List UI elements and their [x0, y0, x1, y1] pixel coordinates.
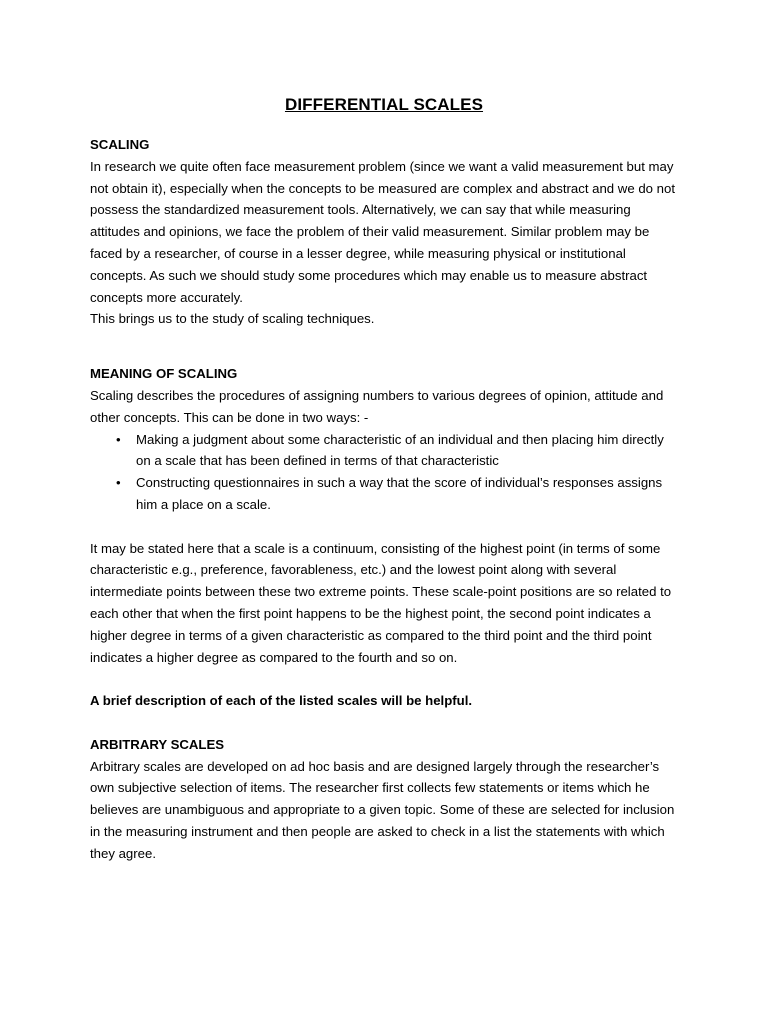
spacer — [90, 330, 680, 363]
brief-description-line: A brief description of each of the listed scales will be helpful. — [90, 693, 473, 709]
spacer — [90, 712, 680, 734]
document-title: DIFFERENTIAL SCALES — [284, 95, 484, 114]
list-item — [90, 472, 680, 516]
continuum-paragraph: It may be stated here that a scale is a continuum, consisting of the highest point (in terms of some characteristic e.g., preference, favorableness, etc.) and the lowest point along with several intermediate points between these two extreme points. These scale-point positions are so related to each other that when the first point happens to be the highest point, the second point indicates a higher degree in terms of a given characteristic as compared to the third point and the third point indicates a higher degree as compared to the fourth and so on. — [90, 540, 672, 665]
spacer — [90, 516, 680, 538]
spacer — [90, 668, 680, 690]
bullet-list — [90, 429, 680, 516]
scaling-paragraph: In research we quite often face measurement problem (since we want a valid measurement but may not obtain it), especially when the concepts to be measured are complex and abstract and we do not possess the standardized measurement tools. Alternatively, we can say that while measuring attitudes and opinions, we face the problem of their valid measurement. Similar problem may be faced by a researcher, of course in a lesser degree, while measuring physical or institutional concepts. As such we should study some procedures which may enable us to measure abstract concepts more accurately. — [90, 158, 675, 305]
arbitrary-paragraph: Arbitrary scales are developed on ad hoc basis and are designed largely through the researcher’s own subjective selection of items. The researcher first collects few statements or items which he believes are unambiguous and appropriate to a given topic. Some of these are selected for inclusion in the measuring instrument and then people are asked to check in a list the statements with which they agree. — [90, 758, 675, 861]
bullet-text: Making a judgment about some characteristic of an individual and then placing him directly on a scale that has been defined in terms of that characteristic — [136, 431, 664, 469]
section-heading-scaling: SCALING — [90, 137, 150, 152]
list-item — [90, 429, 680, 473]
scaling-conclusion: This brings us to the study of scaling techniques. — [90, 311, 375, 327]
section-heading-meaning: MEANING OF SCALING — [90, 366, 238, 382]
bullet-icon: • — [116, 431, 121, 447]
bullet-icon: • — [116, 475, 121, 491]
document-body — [90, 134, 680, 865]
section-heading-arbitrary: ARBITRARY SCALES — [90, 736, 225, 752]
meaning-intro: Scaling describes the procedures of assigning numbers to various degrees of opinion, attitude and other concepts. This can be done in two ways: - — [90, 387, 664, 425]
bullet-text: Constructing questionnaires in such a way that the score of individual’s responses assigns him a place on a scale. — [136, 475, 663, 512]
